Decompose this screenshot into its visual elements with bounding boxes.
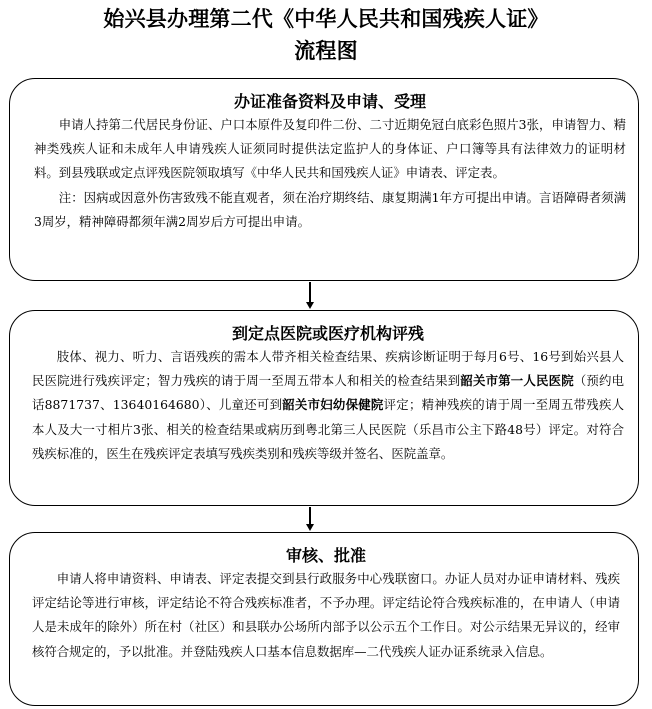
flow-arrow-down (306, 507, 314, 532)
step-paragraph: 申请人将申请资料、申请表、评定表提交到县行政服务中心残联窗口。办证人员对办证申请材料、残疾评定结论等进行审核，评定结论不符合残疾标准者，不予办理。评定结论符合残疾标准的，在申请人（申请人是未成年的除外）所在村（社区）和县联办公场所内部予以公示五个工作日。对公示结果无异议的，经审核符合规定的，予以批准。并登陆残疾人口基本信息数据库—二代残疾人证办证系统录入信息。 (32, 571, 620, 659)
step-paragraph (32, 345, 624, 466)
step-text-segment: 肢体、视力、听力、言语残疾的需本人带齐相关检查结果、疾病诊断证明于每月6号、16号到始兴县人民医院进行残疾评定；智力残疾的请于周一至周五带本人和相关的检查结果到 (32, 349, 624, 389)
title-line-1: 始兴县办理第二代《中华人民共和国残疾人证》 (103, 7, 549, 31)
step-text-segment: （预约电话8871737、13640164680）、儿童还可到 (32, 373, 625, 413)
page-title (0, 3, 652, 67)
step-heading: 到定点医院或医疗机构评残 (231, 324, 424, 343)
flow-arrow-down (306, 282, 314, 310)
step-paragraph: 申请人持第二代居民身份证、户口本原件及复印件二份、二寸近期免冠白底彩色照片3张，申请智力、精神类残疾人证和未成年人申请残疾人证须同时提供法定监护人的身体证、户口簿等具有法律效力的证明材料。到县残联或定点评残医院领取填写《中华人民共和国残疾人证》申请表、评定表。 (34, 117, 626, 181)
step-box-assessment (9, 310, 639, 506)
step-box-approval (9, 532, 639, 706)
step-heading: 审核、批准 (285, 546, 366, 565)
title-line-2: 流程图 (294, 39, 358, 63)
step-note: 注：因病或因意外伤害致残不能直观者，须在治疗期终结、康复期满1年方可提出申请。言语障碍者须满3周岁，精神障碍都须年满2周岁后方可提出申请。 (34, 189, 626, 229)
hospital-name: 韶关市妇幼保健院 (282, 397, 384, 413)
step-text-segment: 评定；精神残疾的请于周一至周五带残疾人本人及大一寸相片3张、相关的检查结果或病历到粤北第三人民医院（乐昌市公主下路48号）评定。对符合残疾标准的，医生在残疾评定表填写残疾类别和残疾等级并签名、医院盖章。 (32, 397, 625, 461)
step-box-application (9, 78, 639, 281)
step-heading: 办证准备资料及申请、受理 (233, 92, 426, 111)
hospital-name: 韶关市第一人民医院 (460, 373, 574, 389)
